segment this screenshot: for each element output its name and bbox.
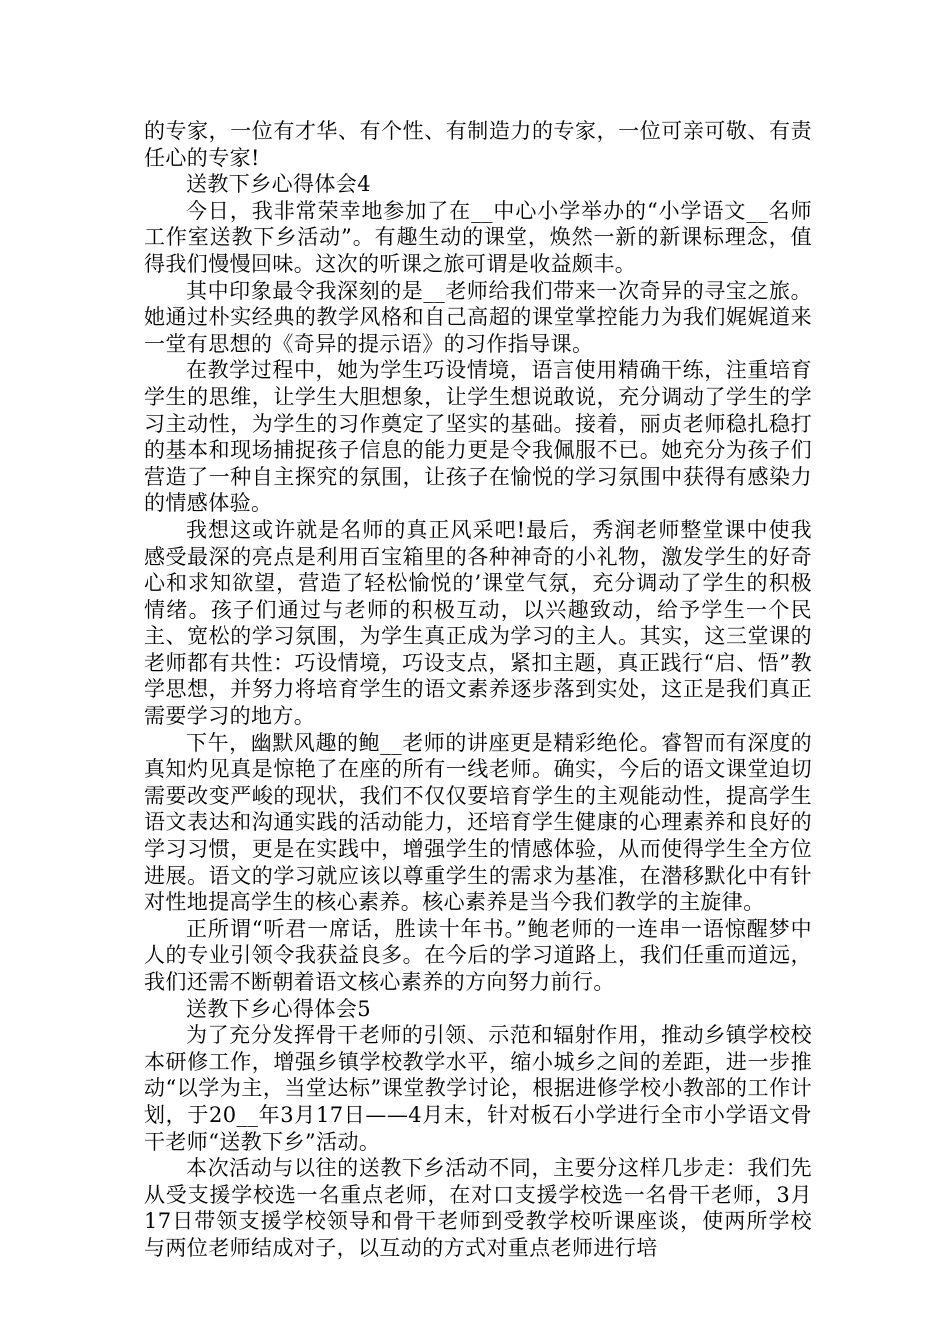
paragraph: 正所谓“听君一席话，胜读十年书。”鲍老师的一连串一语惊醒梦中人的专业引领令我获益良多。在今后的学习道路上，我们任重而道远，我们还需不断朝着语文核心素养的方向努力前行。 [144, 916, 812, 994]
section-heading-4: 送教下乡心得体会4 [186, 172, 371, 197]
paragraph-continuation: 的专家，一位有才华、有个性、有制造力的专家，一位可亲可敬、有责任心的专家! [144, 119, 812, 170]
paragraph: 为了充分发挥骨干老师的引领、示范和辐射作用，推动乡镇学校校本研修工作，增强乡镇学校教学水平，缩小城乡之间的差距，进一步推动“以学为主，当堂达标”课堂教学讨论，根据进修学校小教部的工作计划，于20__年3月17日——4月末，针对板石小学进行全市小学语文骨干老师“送教下乡”活动。 [144, 1023, 812, 1154]
paragraph: 本次活动与以往的送教下乡活动不同，主要分这样几步走：我们先从受支援学校选一名重点老师，在对口支援学校选一名骨干老师，3月17日带领支援学校领导和骨干老师到受教学校听课座谈，使两所学校与两位老师结成对子，以互动的方式对重点老师进行培 [144, 1156, 812, 1260]
paragraph: 其中印象最令我深刻的是__老师给我们带来一次奇异的寻宝之旅。她通过朴实经典的教学风格和自己高超的课堂掌控能力为我们娓娓道来一堂有思想的《奇异的提示语》的习作指导课。 [144, 278, 812, 356]
paragraph: 今日，我非常荣幸地参加了在__中心小学举办的“小学语文__名师工作室送教下乡活动”。有趣生动的课堂，焕然一新的新课标理念，值得我们慢慢回味。这次的听课之旅可谓是收益颇丰。 [144, 198, 812, 276]
paragraph: 我想这或许就是名师的真正风采吧!最后，秀润老师整堂课中使我感受最深的亮点是利用百宝箱里的各种神奇的小礼物，激发学生的好奇心和求知欲望，营造了轻松愉悦的’课堂气氛，充分调动了学生的积极情绪。孩子们通过与老师的积极互动，以兴趣致动，给予学生一个民主、宽松的学习氛围，为学生真正成为学习的主人。其实，这三堂课的老师都有共性：巧设情境，巧设支点，紧扣主题，真正践行“启、悟”教学思想，并努力将培育学生的语文素养逐步落到实处，这正是我们真正需要学习的地方。 [144, 517, 812, 729]
paragraph: 下午，幽默风趣的鲍__老师的讲座更是精彩绝伦。睿智而有深度的真知灼见真是惊艳了在座的所有一线老师。确实，今后的语文课堂迫切需要改变严峻的现状，我们不仅仅要培育学生的主观能动性，提高学生语文表达和沟通实践的活动能力，还培育学生健康的心理素养和良好的学习习惯，更是在实践中，增强学生的情感体验，从而使得学生全方位进展。语文的学习就应该以尊重学生的需求为基准，在潜移默化中有针对性地提高学生的核心素养。核心素养是当今我们教学的主旋律。 [144, 730, 812, 915]
document-page [144, 118, 812, 1262]
section-heading-5: 送教下乡心得体会5 [186, 996, 371, 1021]
paragraph: 在教学过程中，她为学生巧设情境，语言使用精确干练，注重培育学生的思维，让学生大胆想象，让学生想说敢说，充分调动了学生的学习主动性，为学生的习作奠定了坚实的基础。接着，丽贞老师稳扎稳打的基本和现场捕捉孩子信息的能力更是令我佩服不已。她充分为孩子们营造了一种自主探究的氛围，让孩子在愉悦的学习氛围中获得有感染力的情感体验。 [144, 358, 812, 516]
